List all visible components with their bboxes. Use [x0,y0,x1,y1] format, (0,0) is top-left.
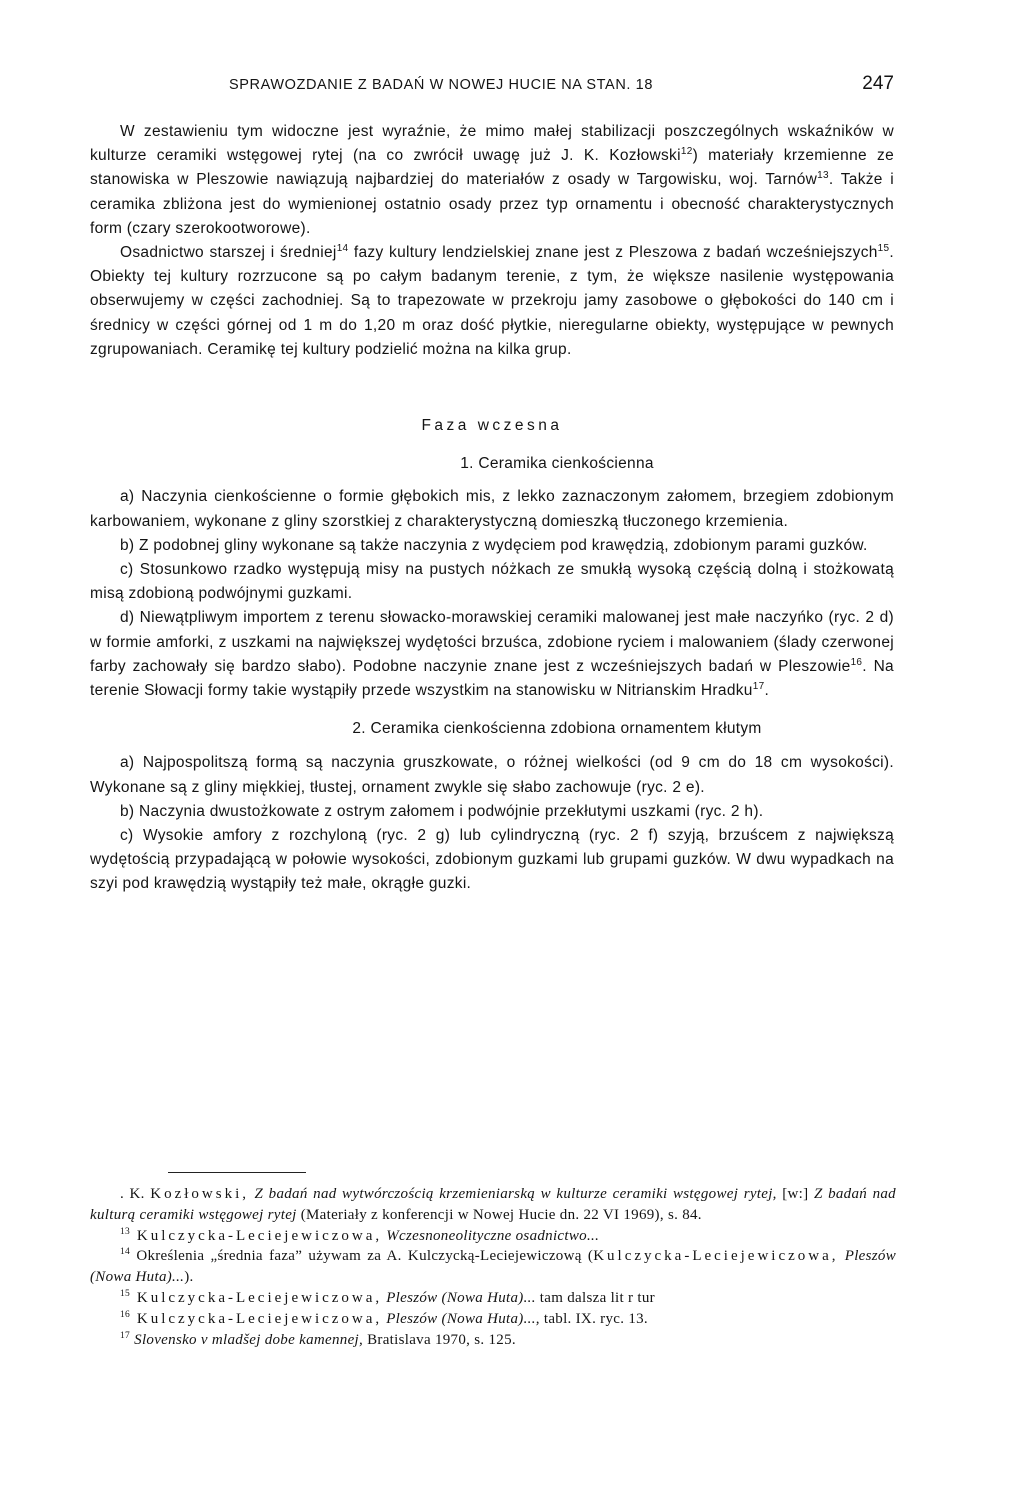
text-run: [w:] [776,1186,814,1202]
running-header [229,73,894,99]
footnote-number: 14 [120,1247,131,1258]
footnote-ref: 16 [850,656,863,668]
footnote-author: Kozłowski, [150,1186,249,1202]
text-run: (Materiały z konferencji w Nowej Hucie dn. 22 VI 1969), s. 84. [296,1206,702,1223]
text-run: W zestawieniu tym widoczne jest wyraźnie, że mimo małej stabilizacji poszczególnych wskaźników w kulturze ceramiki wstęgowej rytej (na co zwrócił uwagę już J. K. Kozłowski [90,123,894,165]
subsection-heading: 2. Ceramika cienkościenna zdobiona ornamentem kłutym [352,720,762,738]
footnote-title: Pleszów (Nowa Huta)... [382,1289,536,1306]
footnote [90,1309,896,1330]
footnote-ref: 14 [336,242,349,254]
footnote-title: Z badań nad wytwórczością krzemieniarską w kulturze ceramiki wstęgowej rytej, [249,1186,777,1202]
list-item: a) Naczynia cienkościenne o formie głębokich mis, z lekko zaznaczonym załomem, brzegiem zdobionym karbowaniem, wykonane z gliny szorstkiej z charakterystyczną domieszką tłuczonego krzemienia. [90,488,894,530]
footnote-number: 15 [120,1288,131,1299]
text-run: Osadnictwo starszej i średniej [120,244,337,262]
list-item: b) Z podobnej gliny wykonane są także naczynia z wydęciem pod krawędzią, zdobionym parami guzków. [120,536,868,554]
footnote-divider [168,1172,306,1173]
footnote-number: 17 [120,1330,131,1341]
text-run: . Na terenie Słowacji formy takie wystąpiły przede wszystkim na stanowisku w Nitrianskim Hradku [90,657,894,700]
footnote-ref: 15 [877,242,890,254]
text-run: . Obiekty tej kultury rozrzucone są po całym badanym terenie, z tym, że większe nasilenie występowania obserwujemy w części zachodniej. Są to trapezowate w przekroju jamy zasobowe o głębokości do 140 cm i średnicy w części górnej od 1 m do 1,20 m oraz dość płytkie, nieregularne obiekty, występujące w pewnych zgrupowaniach. Ceramikę tej kultury podzielić można na kilka grup. [90,244,895,358]
footnote-ref: 12 [680,146,693,158]
text-run: tam dalsza lit r tur [535,1289,655,1306]
body-text [90,120,894,897]
footnote-ref: 13 [817,170,829,182]
list-item: b) Naczynia dwustożkowate z ostrym załomem i podwójnie przekłutymi uszkami (ryc. 2 h). [120,802,764,820]
footnote [90,1288,896,1309]
footnote-title: Pleszów (Nowa Huta)..., [382,1310,540,1327]
footnote-author: Kulczycka-Leciejewiczowa, [593,1248,839,1265]
running-title: SPRAWOZDANIE Z BADAŃ W NOWEJ HUCIE NA STAN. 18 [229,77,653,93]
footnote [90,1246,896,1288]
paragraph [90,120,894,241]
text-run: fazy kultury lendzielskiej znane jest z Pleszowa z badań wcześniejszych [348,244,878,262]
footnote-ref: 17 [752,680,765,692]
footnote-author: Kulczycka-Leciejewiczowa, [130,1227,383,1244]
text-run: . Także i ceramika zbliżona jest do wymienionej ostatnio osady przez typ ornamentu i obecność charakterystycznych form (czary szerokootworowe). [90,171,894,237]
list-item: c) Wysokie amfory z rozchyloną (ryc. 2 g) lub cylindryczną (ryc. 2 f) szyją, brzuścem z największą wydętością przypadającą w połowie wysokości, zdobionym guzkami lub grupami guzków. W dwu wypadkach na szyi pod krawędzią wystąpiły też małe, okrągłe guzki. [90,827,894,893]
text-run: d) Niewątpliwym importem z terenu słowacko-morawskiej ceramiki malowanej jest małe naczyńko (ryc. 2 d) w formie amforki, z uszkami na największej wydętości brzuśca, zdobione ryciem i malowaniem (ślady czerwonej farby zachowały się bardzo słabo). Podobne naczynie znane jest z wcześniejszych badań w Pleszowie [90,609,894,675]
footnote-title: Z badań nad kulturą ceramiki wstęgowej rytej [90,1186,896,1223]
footnotes [90,1184,896,1350]
text-run: . [764,682,770,700]
footnote-title: Pleszów (Nowa Huta)... [90,1248,896,1286]
footnote-author: Kulczycka-Leciejewiczowa, [130,1289,383,1306]
section-heading: Faza wczesna [421,417,563,435]
footnote [90,1330,896,1351]
text-run: ). [184,1269,194,1286]
text-run: tabl. IX. ryc. 13. [539,1310,648,1327]
footnote [90,1184,896,1226]
page-number: 247 [862,73,894,94]
list-item: a) Najpospolitszą formą są naczynia gruszkowate, o różnej wielkości (od 9 cm do 18 cm wysokości). Wykonane są z gliny miękkiej, tłustej, ornament zwykle się słabo zachowuje (ryc. 2 e). [90,754,894,796]
text-run: . K. [120,1186,151,1202]
text-run: Bratislava 1970, s. 125. [363,1331,516,1348]
paragraph [90,241,894,362]
list-item [90,606,894,703]
subsection-heading: 1. Ceramika cienkościenna [460,455,654,473]
footnote-author: Kulczycka-Leciejewiczowa, [130,1310,383,1327]
footnote-title: Wczesnoneolityczne osadnictwo... [382,1227,600,1244]
footnote-title: Slovensko v mladšej dobe kamennej, [130,1331,364,1348]
list-item: c) Stosunkowo rzadko występują misy na pustych nóżkach ze smukłą wysoką częścią dolną i stożkowatą misą zdobioną podwójnymi guzkami. [90,561,894,603]
footnote-number: 13 [120,1226,131,1237]
footnote-number: 16 [120,1309,131,1320]
text-run: ) materiały krzemienne ze stanowiska w Pleszowie nawiązują najbardziej do materiałów z osady w Targowisku, woj. Tarnów [90,147,894,189]
text-run: Określenia „średnia faza” używam za A. Kulczycką-Leciejewiczową ( [130,1248,594,1265]
footnote [90,1226,896,1247]
